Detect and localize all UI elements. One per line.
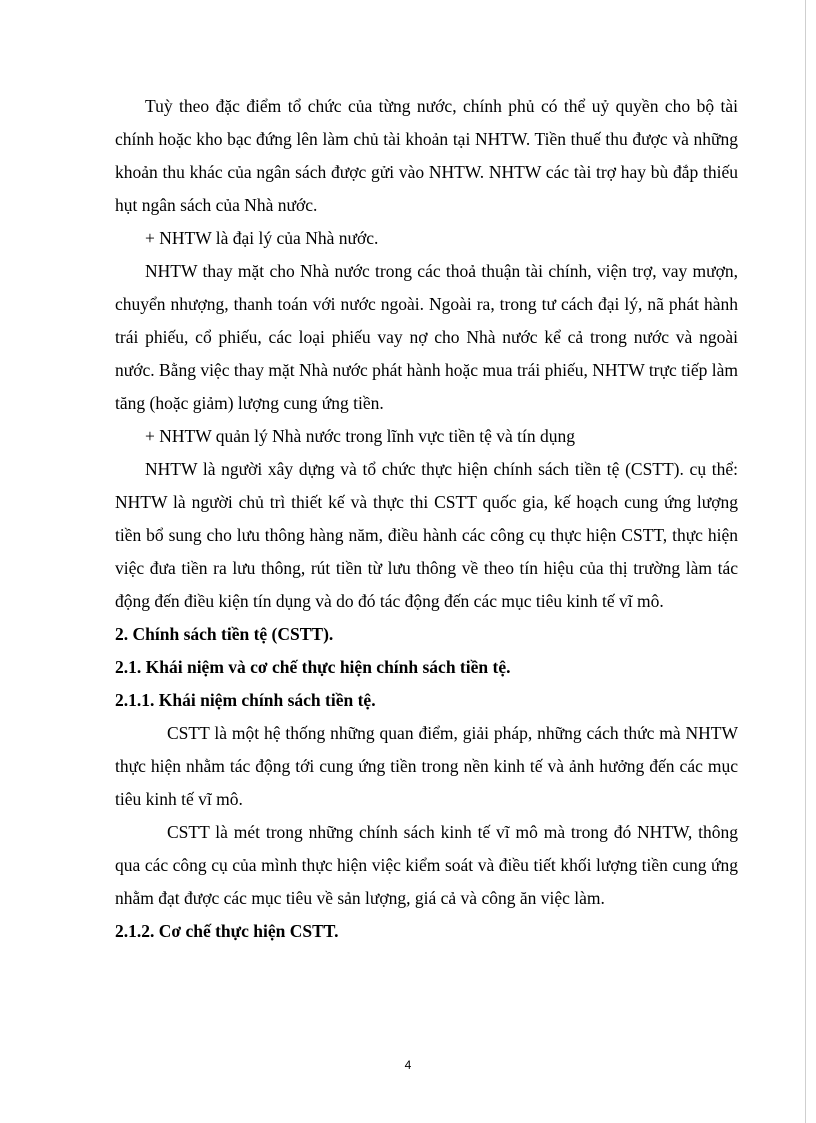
paragraph-cstt-definition: CSTT là một hệ thống những quan điểm, giải pháp, những cách thức mà NHTW thực hiện nhằm tác động tới cung ứng tiền trong nền kinh tế và ảnh hưởng đến các mục tiêu kinh tế vĩ mô. (115, 723, 738, 809)
paragraph-agent-title: + NHTW là đại lý của Nhà nước. (145, 228, 379, 248)
paragraph-management-title: + NHTW quản lý Nhà nước trong lĩnh vực tiền tệ và tín dụng (145, 426, 575, 446)
paragraph-cstt-macro: CSTT là mét trong những chính sách kinh tế vĩ mô mà trong đó NHTW, thông qua các công cụ của mình thực hiện việc kiểm soát và điều tiết khối lượng tiền cung ứng nhằm đạt được các mục tiêu về sản lượng, giá cả và công ăn việc làm. (115, 822, 738, 908)
section-heading-2-1-2: 2.1.2. Cơ chế thực hiện CSTT. (115, 921, 339, 941)
paragraph-budget-account: Tuỳ theo đặc điểm tổ chức của từng nước, chính phủ có thể uỷ quyền cho bộ tài chính hoặc kho bạc đứng lên làm chủ tài khoản tại NHTW. Tiền thuế thu được và những khoản thu khác của ngân sách được gửi vào NHTW. NHTW các tài trợ hay bù đắp thiếu hụt ngân sách của Nhà nước. (115, 96, 738, 215)
page-right-border (805, 0, 806, 1123)
paragraph-monetary-policy-role: NHTW là người xây dựng và tổ chức thực hiện chính sách tiền tệ (CSTT). cụ thể: NHTW là người chủ trì thiết kế và thực thi CSTT quốc gia, kế hoạch cung ứng lượng tiền bổ sung cho lưu thông hàng năm, điều hành các công cụ thực hiện CSTT, thực hiện việc đưa tiền ra lưu thông, rút tiền từ lưu thông về theo tín hiệu của thị trường làm tác động đến điều kiện tín dụng và do đó tác động đến các mục tiêu kinh tế vĩ mô. (115, 459, 738, 611)
document-body (115, 90, 738, 948)
section-heading-2-1-1: 2.1.1. Khái niệm chính sách tiền tệ. (115, 690, 376, 710)
paragraph-agent-role: NHTW thay mặt cho Nhà nước trong các thoả thuận tài chính, viện trợ, vay mượn, chuyển nhượng, thanh toán với nước ngoài. Ngoài ra, trong tư cách đại lý, nã phát hành trái phiếu, cổ phiếu, các loại phiếu vay nợ cho Nhà nước kể cả trong nước và ngoài nước. Bằng việc thay mặt Nhà nước phát hành hoặc mua trái phiếu, NHTW trực tiếp làm tăng (hoặc giảm) lượng cung ứng tiền. (115, 261, 738, 413)
section-heading-2: 2. Chính sách tiền tệ (CSTT). (115, 624, 334, 644)
page-number: 4 (404, 1058, 412, 1072)
section-heading-2-1: 2.1. Khái niệm và cơ chế thực hiện chính sách tiền tệ. (115, 657, 511, 677)
